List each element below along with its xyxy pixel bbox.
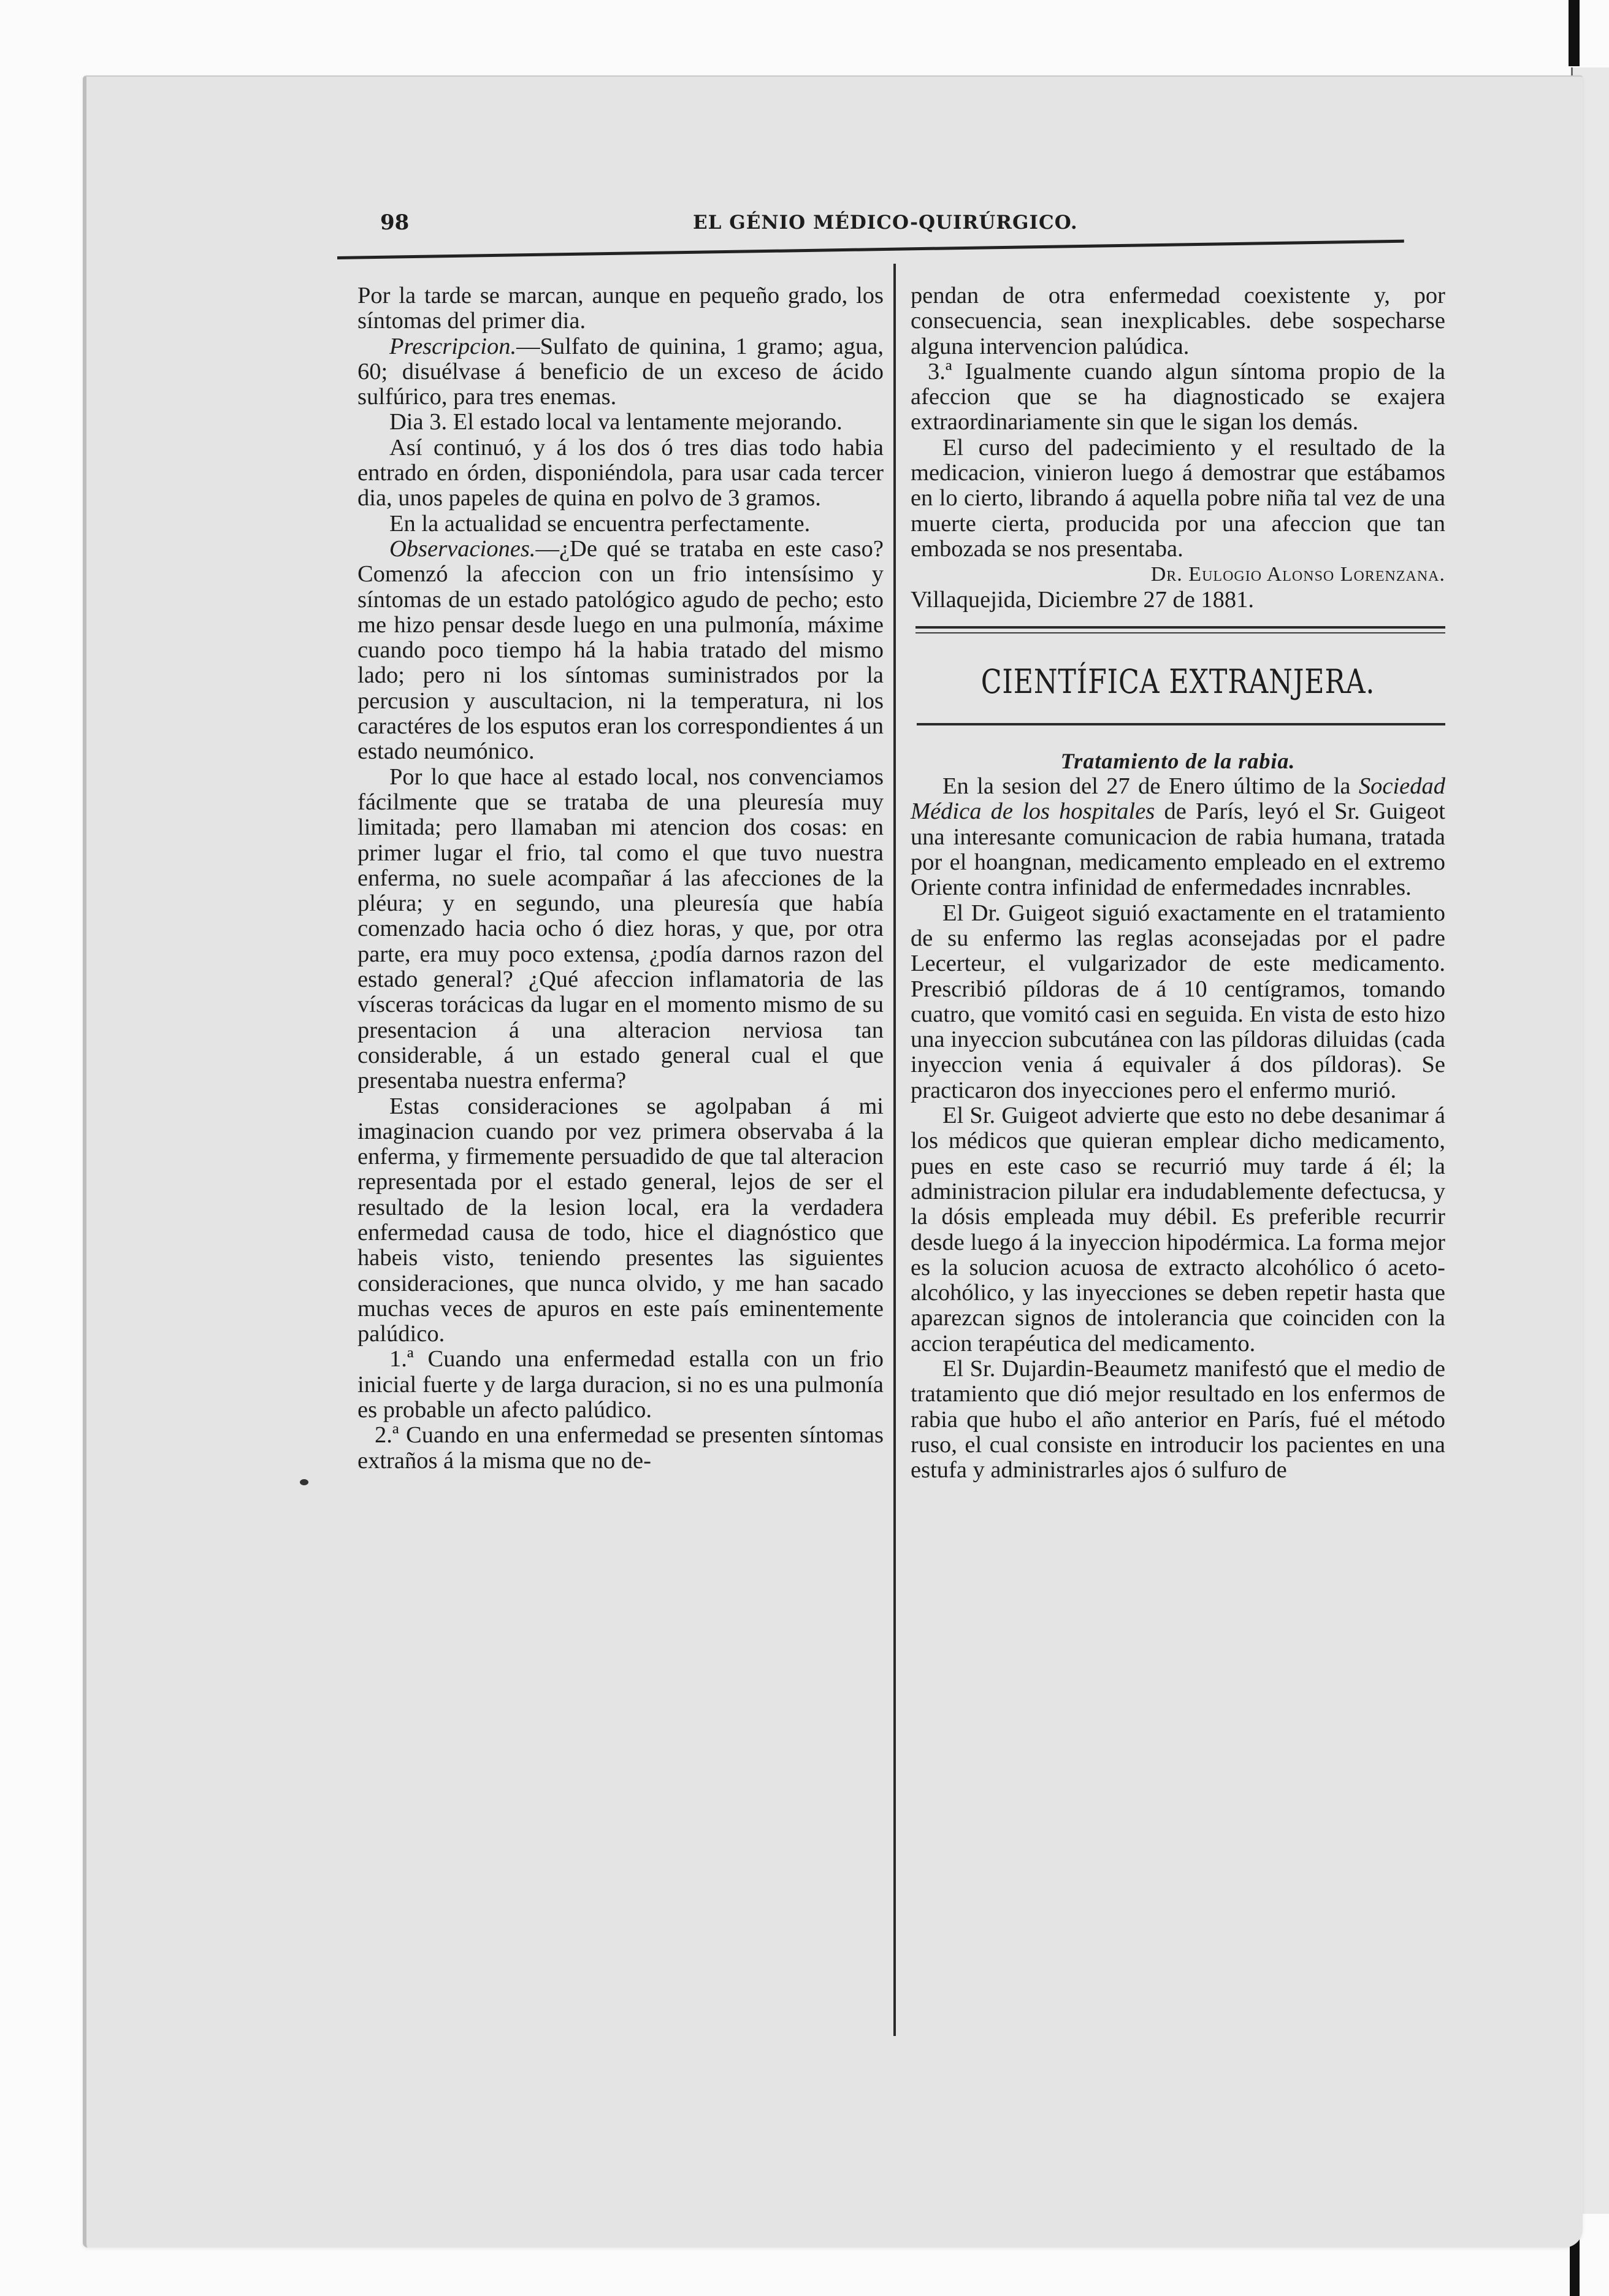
paragraph: Por la tarde se marcan, aunque en pequeño grado, los síntomas del primer dia.: [357, 283, 884, 334]
place-date: Villaquejida, Diciembre 27 de 1881.: [911, 586, 1255, 613]
article-subheading: Tratamiento de la rabia.: [1060, 748, 1296, 773]
paragraph: El Sr. Guigeot advierte que esto no debe desanimar á los médicos que quieran emplear dicho medicamento, pues en este caso se recurrió muy tarde á él; la administracion pilular era indudablemente defectucsa, y la dósis empleada muy débil. Es preferible recurrir desde luego á la inyeccion hipodérmica. La forma mejor es la solucion acuosa de extracto alcohólico ó aceto-alcohólico, y las inyecciones se deben repetir hasta que aparezcan signos de intolerancia que coinciden con la accion terapéutica del medicamento.: [911, 1103, 1445, 1357]
column-divider: [893, 264, 896, 2036]
paragraph: Así continuó, y á los dos ó tres dias todo habia entrado en órden, disponiéndola, para usar cada tercer dia, unos papeles de quina en polvo de 3 gramos.: [357, 434, 884, 511]
society-name: Sociedad Médica de los hospitales: [911, 773, 1445, 825]
paragraph-observations: [357, 537, 884, 765]
section-heading: CIENTÍFICA EXTRANJERA.: [980, 662, 1375, 701]
numbered-point-1: 1.ª Cuando una enfermedad estalla con un frio inicial fuerte y de larga duracion, si no es una pulmonía es probable un afecto palúdico.: [357, 1346, 884, 1423]
observations-label: Observaciones.: [389, 535, 536, 562]
paragraph: Estas consideraciones se agolpaban á mi imaginacion cuando por vez primera observaba á la enferma, y firmemente persuadido de que tal alteracion representada por el estado general, lejos de ser el resultado de la lesion local, era la verdadera enfermedad causa de todo, hice el diagnóstico que habeis visto, teniendo presentes las siguientes consideraciones, que nunca olvido, y me han sacado muchas veces de apuros en este país eminentemente palúdico.: [357, 1093, 884, 1347]
prescription-text: —Sulfato de quinina, 1 gramo; agua, 60; disuélvase á beneficio de un exceso de ácido sulfúrico, para tres enemas.: [357, 333, 884, 410]
paragraph: pendan de otra enfermedad coexistente y, por consecuencia, sean inexplicables. debe sospecharse alguna intervencion palúdica.: [911, 283, 1445, 359]
page-number: 98: [380, 210, 410, 235]
paragraph: El curso del padecimiento y el resultado de la medicacion, vinieron luego á demostrar que estábamos en lo cierto, librando á aquella pobre niña tal vez de una muerte cierta, producida por una afeccion que tan embozada se nos presentaba.: [911, 434, 1445, 562]
paragraph: Dia 3. El estado local va lentamente mejorando.: [389, 409, 843, 435]
margin-ink-mark: [300, 1479, 308, 1485]
paragraph-prescription: [357, 334, 884, 410]
prescription-label: Prescripcion.: [389, 333, 517, 359]
intro-text-end: de París, leyó el Sr. Guigeot una interesante comunicacion de rabia humana, tratada por el hoangnan, medicamento empleado en el extremo Oriente contra infinidad de enfermedades incnrables.: [911, 798, 1445, 901]
paragraph: En la actualidad se encuentra perfectamente.: [389, 510, 811, 537]
book-binding-top: [1569, 0, 1580, 66]
article-intro-paragraph: [911, 774, 1445, 900]
right-column: [911, 283, 1445, 1483]
section-rule: [917, 723, 1445, 725]
paragraph: El Dr. Guigeot siguió exactamente en el tratamiento de su enfermo las reglas aconsejadas por el padre Lecerteur, el vulgarizador de este medicamento. Prescribió píldoras de á 10 centígramos, tomando cuatro, que vomitó casi en seguida. En vista de esto hizo una inyeccion subcutánea con las píldoras diluidas (cada inyeccion venia á equivaler á dos píldoras). Se practicaron dos inyecciones pero el enfermo murió.: [911, 900, 1445, 1103]
paragraph: El Sr. Dujardin-Beaumetz manifestó que el medio de tratamiento que dió mejor resultado en los enfermos de rabia que hubo el año anterior en París, fué el método ruso, el cual consiste en introducir los pacientes en una estufa y administrarles ajos ó sulfuro de: [911, 1355, 1445, 1483]
intro-text-start: En la sesion del 27 de Enero último de la: [942, 773, 1359, 800]
left-column: [357, 283, 884, 1474]
paragraph: Por lo que hace al estado local, nos convenciamos fácilmente que se trataba de una pleuresía muy limitada; pero llamaban mi atencion dos cosas: en primer lugar el frio, tal como el que tuvo nuestra enferma, no suele acompañar á las afecciones de la pléura; y en segundo, una pleuresía que había comenzado hacia ocho ó diez horas, y que, por otra parte, era muy poco extensa, ¿podía darnos razon del estado general? ¿Qué afeccion inflamatoria de las vísceras torácicas da lugar en el momento mismo de su presentacion á una alteracion nerviosa tan considerable, á un estado general cual el que presentaba nuestra enferma?: [357, 763, 884, 1094]
journal-title: EL GÉNIO MÉDICO-QUIRÚRGICO.: [693, 212, 1078, 234]
numbered-point-2: 2.ª Cuando en una enfermedad se presenten síntomas extraños á la misma que no de-: [357, 1422, 884, 1474]
observations-text: —¿De qué se trataba en este caso? Comenzó la afeccion con un frio intensísimo y síntomas de un estado patológico agudo de pecho; esto me hizo pensar desde luego en una pulmonía, máxime cuando poco tiempo há la habia tratado del mismo lado; pero ni los síntomas suministrados por la percusion y auscultacion, ni la temperatura, ni los caractéres de los esputos eran los correspondientes á un estado neumónico.: [357, 535, 884, 765]
section-double-rule: [915, 626, 1445, 633]
author-signature: Dr. Eulogio Alonso Lorenzana.: [1150, 563, 1445, 586]
numbered-point-3: 3.ª Igualmente cuando algun síntoma propio de la afeccion que se ha diagnosticado se exajera extraordinariamente sin que le sigan los demás.: [911, 358, 1445, 435]
